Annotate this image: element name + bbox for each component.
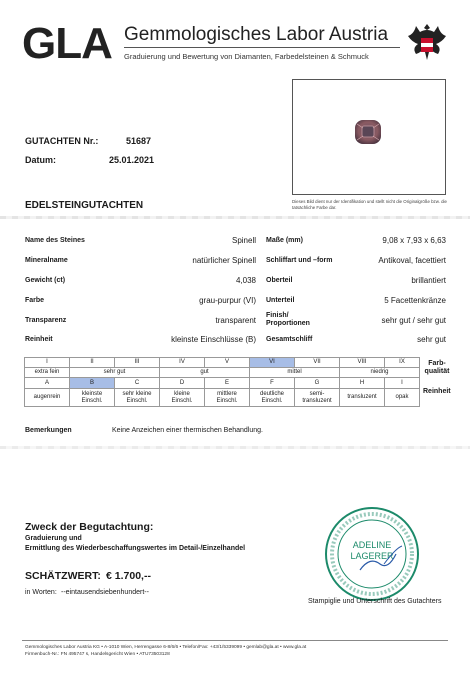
clarity-word-cell: deutliche Einschl. xyxy=(250,389,295,407)
stamp-caption: Stampiglie und Unterschrift des Gutachters xyxy=(308,598,442,605)
clarity-word-row xyxy=(25,389,420,407)
header-rule xyxy=(124,47,400,48)
stamp-name: ADELINE xyxy=(352,540,392,550)
field-label: Gewicht (ct) xyxy=(25,277,66,284)
color-grade-cell-selected: VI xyxy=(250,358,295,368)
clarity-letter-cell: E xyxy=(205,378,250,389)
field-label: Finish/ xyxy=(266,312,289,319)
clarity-word-cell: opak xyxy=(385,389,420,407)
clarity-word-cell: transluzent xyxy=(340,389,385,407)
clarity-word-cell: mittlere Einschl. xyxy=(205,389,250,407)
report-title: EDELSTEINGUTACHTEN xyxy=(25,200,144,211)
field-label: Reinheit xyxy=(25,336,53,343)
field-label: Farbe xyxy=(25,297,45,304)
color-word-cell: niedrig xyxy=(340,368,420,378)
clarity-letter-cell: A xyxy=(25,378,70,389)
field-value: 9,08 x 7,93 x 6,63 xyxy=(382,236,446,245)
report-date-label: Datum: xyxy=(25,155,56,165)
valuation-words: --eintausendsiebenhundert-- xyxy=(61,589,149,596)
field-value: grau-purpur (VI) xyxy=(199,296,256,305)
color-word-cell: mittel xyxy=(250,368,340,378)
stamp-name2: LAGERER xyxy=(350,551,394,561)
field-value: 5 Facettenkränze xyxy=(384,296,446,305)
color-word-cell: extra fein xyxy=(25,368,70,378)
gla-logo: GLA xyxy=(22,19,112,68)
field-label: Gesamtschliff xyxy=(266,336,313,343)
field-label: Transparenz xyxy=(25,317,67,324)
clarity-letter-row xyxy=(25,378,420,389)
report-date: 25.01.2021 xyxy=(109,155,155,165)
color-word-row xyxy=(25,368,420,378)
remarks-label: Bemerkungen xyxy=(25,427,72,434)
clarity-word-cell: kleinste Einschl. xyxy=(70,389,115,407)
valuation-label: SCHÄTZWERT: xyxy=(25,570,101,582)
divider-band xyxy=(0,216,470,219)
field-label: Name des Steines xyxy=(25,237,85,244)
clarity-letter-cell: I xyxy=(385,378,420,389)
field-value: kleinste Einschlüsse (B) xyxy=(171,335,256,344)
clarity-letter-cell: C xyxy=(115,378,160,389)
color-grade-cell: II xyxy=(70,358,115,368)
color-word-cell: sehr gut xyxy=(70,368,160,378)
footer-line1: Gemmologisches Labor Austria KG • A-1010 Wien, Herrengasse 6-8/6/6 • Telefon/Fax: +43/1/5339099 • gemlab@gla.at • www.gla.at xyxy=(25,645,307,650)
field-label-line2: Proportionen xyxy=(266,320,310,327)
color-grade-cell: III xyxy=(115,358,160,368)
purpose-line1: Graduierung und xyxy=(25,535,82,542)
color-word-cell: gut xyxy=(160,368,250,378)
field-value: Antikoval, facettiert xyxy=(378,256,446,265)
color-grade-cell: IX xyxy=(385,358,420,368)
color-grade-cell: I xyxy=(25,358,70,368)
lab-tagline: Graduierung und Bewertung von Diamanten, Farbedelsteinen & Schmuck xyxy=(124,52,369,61)
field-value: brillantiert xyxy=(411,276,446,285)
field-label: Mineralname xyxy=(25,257,68,264)
remarks-text: Keine Anzeichen einer thermischen Behandlung. xyxy=(112,427,263,434)
purpose-title: Zweck der Begutachtung: xyxy=(25,521,154,533)
field-label: Schliffart und –form xyxy=(266,257,333,264)
field-value: sehr gut xyxy=(417,335,446,344)
divider-band xyxy=(0,446,470,449)
footer-line2: Firmenbuch-Nr.: FN 495747 s, Handelsgericht Wien • ATU73503128 xyxy=(25,652,170,657)
color-grade-row xyxy=(25,358,420,368)
valuation-words-label: in Worten: xyxy=(25,589,57,596)
color-grade-cell: V xyxy=(205,358,250,368)
clarity-word-cell: augenrein xyxy=(25,389,70,407)
clarity-label: Reinheit xyxy=(423,388,451,395)
lab-name: Gemmologisches Labor Austria xyxy=(124,24,389,45)
color-quality-label: Farb- qualität xyxy=(424,360,450,375)
field-value: sehr gut / sehr gut xyxy=(381,316,446,325)
color-grade-cell: IV xyxy=(160,358,205,368)
report-number-label: GUTACHTEN Nr.: xyxy=(25,136,99,146)
field-label: Maße (mm) xyxy=(266,237,303,244)
color-grade-cell: VIII xyxy=(340,358,385,368)
field-label: Unterteil xyxy=(266,297,295,304)
clarity-letter-cell: H xyxy=(340,378,385,389)
clarity-letter-cell: D xyxy=(160,378,205,389)
clarity-word-cell: sehr kleine Einschl. xyxy=(115,389,160,407)
clarity-word-cell: kleine Einschl. xyxy=(160,389,205,407)
clarity-word-cell: semi- transluzent xyxy=(295,389,340,407)
valuation-amount: € 1.700,-- xyxy=(106,570,151,582)
purpose-line2: Ermittlung des Wiederbeschaffungswertes im Detail-/Einzelhandel xyxy=(25,545,246,552)
photo-disclaimer: Dieses Bild dient nur der Identifikation und stellt nicht die Originalgröße bzw. die tatsächliche Farbe dar. xyxy=(292,199,447,210)
field-value: natürlicher Spinell xyxy=(192,256,256,265)
color-grade-cell: VII xyxy=(295,358,340,368)
official-stamp-seal xyxy=(322,504,422,604)
field-value: Spinell xyxy=(231,236,256,245)
report-number: 51687 xyxy=(126,136,152,146)
clarity-letter-cell-selected: B xyxy=(70,378,115,389)
field-label: Oberteil xyxy=(266,277,293,284)
grading-scale-table xyxy=(24,357,420,407)
field-value: transparent xyxy=(215,316,256,325)
footer-rule xyxy=(22,640,448,641)
austrian-eagle-icon xyxy=(406,22,448,66)
gemstone-image xyxy=(353,118,383,146)
clarity-letter-cell: G xyxy=(295,378,340,389)
field-value: 4,038 xyxy=(235,276,256,285)
clarity-letter-cell: F xyxy=(250,378,295,389)
